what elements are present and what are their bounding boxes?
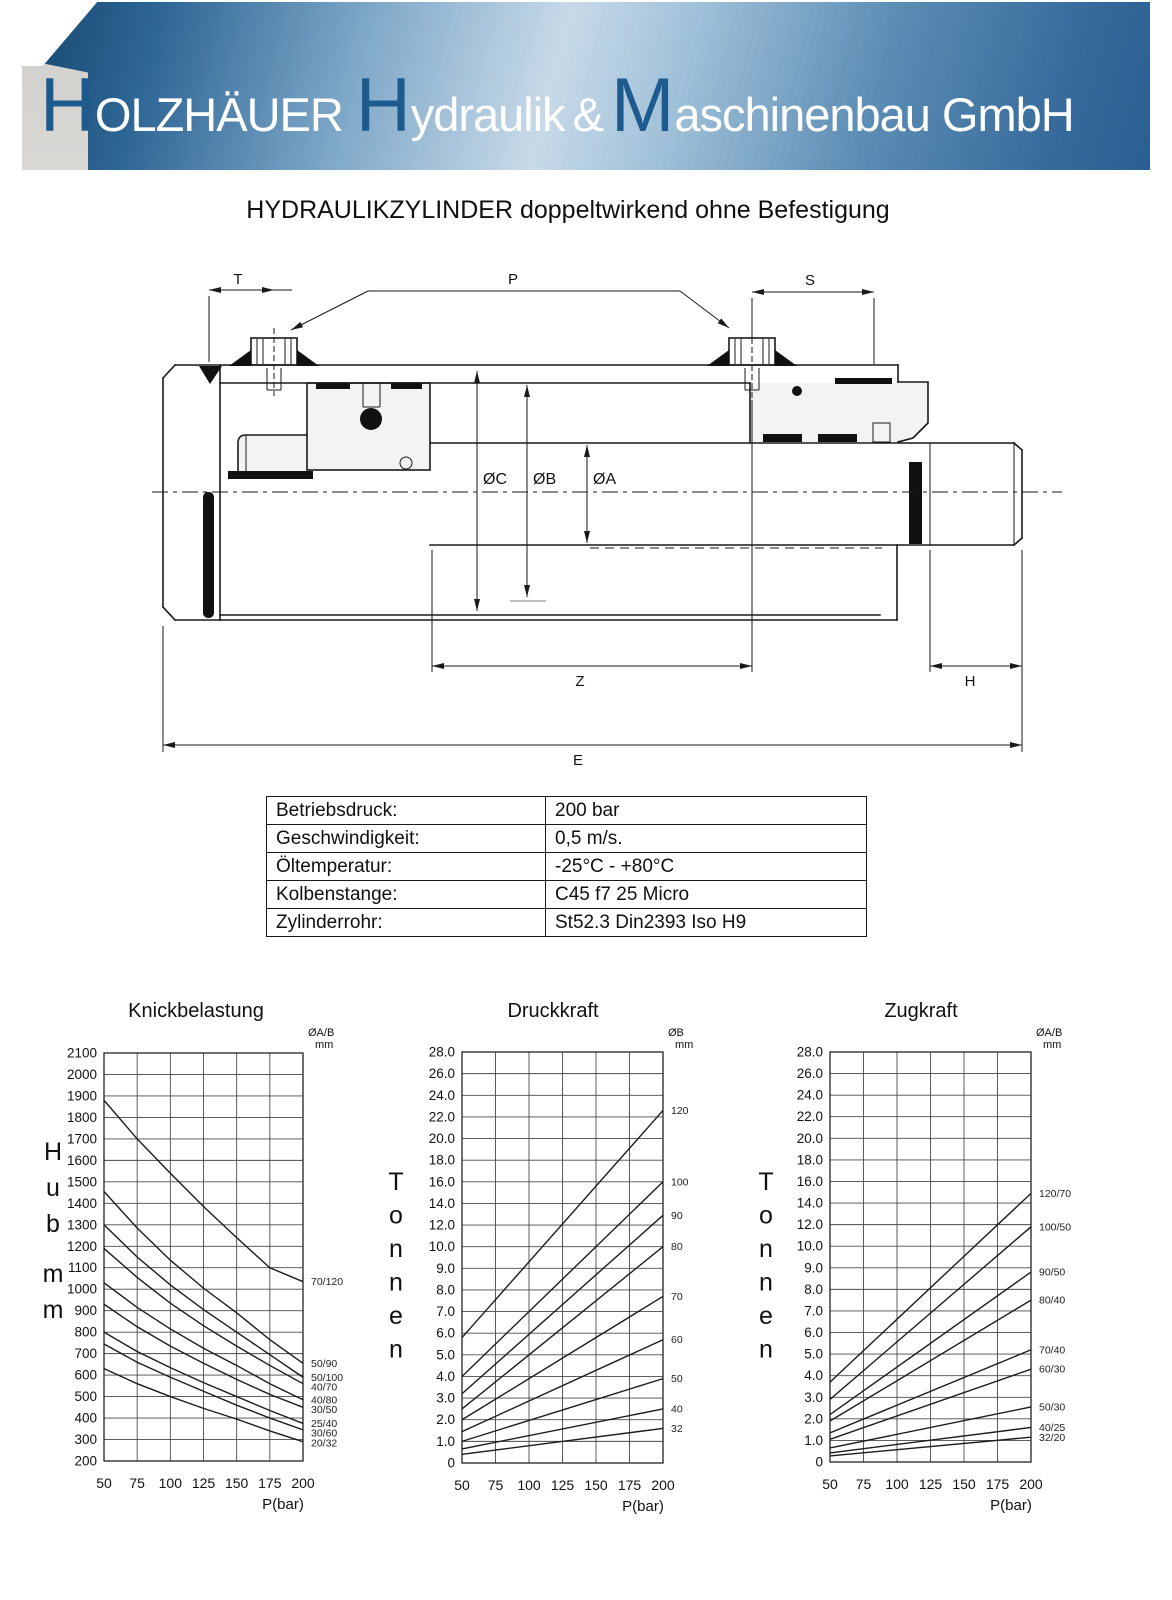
series-label: 60 [671, 1334, 683, 1347]
spec-label-oeltemperatur: Öltemperatur: [267, 853, 546, 881]
series-label: 32/20 [1039, 1431, 1066, 1444]
x-tick-label: 100 [885, 1476, 909, 1492]
y-axis-letter: b [46, 1210, 60, 1238]
x-tick-label: 175 [985, 1476, 1010, 1492]
series-label: 40/70 [311, 1381, 338, 1394]
y-tick-label: 900 [74, 1303, 97, 1319]
y-tick-label: 1600 [66, 1152, 97, 1168]
weld-seam-mark [199, 366, 222, 384]
series-label: 40/25 [1039, 1421, 1066, 1434]
spec-label-zylinderrohr: Zylinderrohr: [267, 909, 546, 937]
y-tick-label: 10.0 [796, 1238, 823, 1254]
y-tick-label: 7.0 [804, 1303, 823, 1319]
dim-label-p: P [507, 271, 519, 288]
logo-text-gmbh: GmbH [941, 88, 1074, 141]
y-axis-letter: n [389, 1268, 403, 1297]
y-tick-label: 600 [74, 1367, 97, 1383]
series-label: 100/50 [1039, 1221, 1072, 1234]
x-tick-label: 200 [1019, 1476, 1043, 1492]
y-tick-label: 1400 [66, 1195, 97, 1211]
x-axis-label: P(bar) [622, 1498, 664, 1515]
logo-initial-h1: H [40, 63, 95, 148]
x-tick-label: 150 [584, 1477, 608, 1493]
chart-title: Knickbelastung [128, 1000, 264, 1022]
logo-text-aschinenbau: aschinenbau [674, 88, 930, 141]
y-tick-label: 1800 [66, 1109, 97, 1125]
chart-unit-label-line2: mm [1043, 1039, 1062, 1051]
y-tick-label: 7.0 [436, 1304, 455, 1320]
spec-value-betriebsdruck: 200 bar [546, 797, 867, 825]
gland-top-seal [835, 378, 892, 384]
y-axis-letter: o [389, 1201, 403, 1230]
y-tick-label: 1100 [67, 1260, 97, 1276]
series-label: 80 [671, 1241, 683, 1254]
y-tick-label: 22.0 [796, 1109, 823, 1125]
y-tick-label: 0 [815, 1454, 823, 1470]
y-tick-label: 2100 [66, 1045, 97, 1061]
y-axis-letter: e [389, 1302, 403, 1330]
spec-label-betriebsdruck: Betriebsdruck: [267, 797, 546, 825]
spec-label-geschwindigkeit: Geschwindigkeit: [267, 825, 546, 853]
y-tick-label: 28.0 [428, 1044, 455, 1060]
x-tick-label: 125 [191, 1475, 216, 1491]
dim-label-ob: ØB [533, 471, 557, 488]
y-tick-label: 1.0 [436, 1433, 455, 1449]
piston-oring [360, 408, 382, 430]
x-tick-label: 150 [952, 1476, 976, 1492]
y-tick-label: 2.0 [804, 1411, 823, 1427]
y-tick-label: 9.0 [804, 1260, 823, 1276]
y-tick-label: 800 [74, 1324, 97, 1340]
y-tick-label: 3.0 [436, 1390, 455, 1406]
spec-label-kolbenstange: Kolbenstange: [267, 881, 546, 909]
y-tick-label: 20.0 [796, 1130, 823, 1146]
series-label: 90/50 [1039, 1266, 1066, 1279]
series-label: 32 [671, 1422, 683, 1435]
y-tick-label: 24.0 [796, 1087, 823, 1103]
logo-initial-h2: H [355, 63, 411, 148]
dim-label-e: E [572, 752, 584, 769]
chart-unit-label: ØA/B [1036, 1027, 1063, 1039]
cylinder-technical-drawing [152, 271, 1062, 769]
port-left [229, 328, 319, 396]
y-axis-letter: T [758, 1168, 774, 1196]
spec-value-zylinderrohr: St52.3 Din2393 Iso H9 [546, 909, 867, 937]
y-axis-letter: T [388, 1168, 404, 1196]
y-tick-label: 24.0 [428, 1087, 455, 1103]
y-tick-label: 8.0 [804, 1281, 823, 1297]
y-tick-label: 2000 [66, 1066, 97, 1082]
series-label: 50/30 [1039, 1401, 1066, 1414]
x-tick-label: 175 [617, 1477, 642, 1493]
x-tick-label: 100 [517, 1477, 541, 1493]
y-tick-label: 8.0 [436, 1282, 455, 1298]
series-label: 80/40 [1039, 1294, 1066, 1307]
y-tick-label: 20.0 [428, 1131, 455, 1147]
y-tick-label: 26.0 [796, 1066, 823, 1082]
logo-ampersand: & [572, 88, 604, 141]
dim-label-z: Z [575, 673, 585, 690]
y-tick-label: 28.0 [796, 1044, 823, 1060]
series-label: 50/90 [311, 1357, 338, 1370]
y-axis-letter: H [43, 1138, 63, 1166]
y-tick-label: 16.0 [796, 1173, 823, 1189]
series-label: 70/120 [311, 1276, 344, 1289]
y-tick-label: 1000 [66, 1281, 97, 1297]
chart-unit-label-line2: mm [675, 1039, 694, 1051]
y-tick-label: 1700 [66, 1131, 97, 1147]
series-label: 120 [671, 1104, 689, 1117]
spec-value-kolbenstange: C45 f7 25 Micro [546, 881, 867, 909]
y-tick-label: 1.0 [804, 1432, 823, 1448]
y-tick-label: 6.0 [436, 1325, 455, 1341]
piston-seal-strip [228, 471, 313, 479]
y-tick-label: 500 [74, 1389, 97, 1405]
spec-value-oeltemperatur: -25°C - +80°C [546, 853, 867, 881]
chart-unit-label: ØB [668, 1027, 684, 1039]
x-tick-label: 50 [96, 1475, 112, 1491]
y-axis-letter: n [389, 1335, 403, 1364]
x-tick-label: 200 [291, 1475, 315, 1491]
chart-title: Druckkraft [507, 1000, 599, 1022]
cushion-body [238, 435, 307, 471]
page-title: HYDRAULIKZYLINDER doppeltwirkend ohne Befestigung [246, 196, 890, 224]
logo-initial-m: M [611, 63, 675, 148]
y-tick-label: 1200 [66, 1238, 97, 1254]
y-tick-label: 400 [74, 1410, 97, 1426]
y-tick-label: 6.0 [804, 1325, 823, 1341]
dim-label-t: T [233, 271, 243, 288]
y-axis-letter: m [42, 1296, 64, 1324]
series-label: 60/30 [1039, 1363, 1066, 1376]
y-tick-label: 22.0 [428, 1109, 455, 1125]
y-tick-label: 18.0 [428, 1152, 455, 1168]
y-tick-label: 14.0 [796, 1195, 823, 1211]
y-tick-label: 18.0 [796, 1152, 823, 1168]
series-label: 70 [671, 1290, 683, 1303]
y-tick-label: 16.0 [428, 1174, 455, 1190]
y-tick-label: 12.0 [796, 1217, 823, 1233]
y-tick-label: 200 [74, 1453, 97, 1469]
series-label: 50 [671, 1373, 683, 1386]
x-tick-label: 50 [454, 1477, 470, 1493]
x-tick-label: 75 [487, 1477, 504, 1493]
dimension-annotations [163, 271, 1022, 769]
cap-seal-bar [203, 492, 214, 618]
series-label: 100 [671, 1176, 689, 1189]
x-tick-label: 125 [550, 1477, 575, 1493]
y-tick-label: 5.0 [804, 1346, 823, 1362]
x-axis-label: P(bar) [262, 1496, 304, 1513]
y-tick-label: 700 [74, 1346, 97, 1362]
chart-druckkraft [388, 1000, 693, 1515]
chart-unit-label: ØA/B [308, 1027, 335, 1039]
x-tick-label: 175 [258, 1475, 282, 1491]
y-tick-label: 14.0 [428, 1195, 455, 1211]
x-tick-label: 50 [822, 1476, 838, 1492]
y-axis-letter: n [759, 1235, 773, 1263]
logo-text-ydraulik: ydraulik [410, 88, 565, 141]
y-tick-label: 4.0 [436, 1368, 455, 1384]
dim-label-oc: ØC [483, 471, 507, 488]
rod-wiper-seal [909, 462, 922, 544]
dim-label-h: H [964, 673, 976, 690]
dim-label-s: S [804, 272, 816, 289]
y-tick-label: 2.0 [436, 1412, 455, 1428]
gland-body [750, 383, 928, 442]
series-label: 25/40 [311, 1417, 338, 1430]
x-tick-label: 150 [224, 1475, 249, 1491]
series-label: 70/40 [1039, 1344, 1066, 1357]
y-tick-label: 4.0 [804, 1368, 823, 1384]
y-axis-letter: n [759, 1268, 773, 1297]
y-tick-label: 5.0 [436, 1347, 455, 1363]
y-tick-label: 3.0 [804, 1389, 823, 1405]
y-axis-letter: n [389, 1235, 403, 1263]
chart-zugkraft [758, 1000, 1071, 1514]
chart-title: Zugkraft [884, 1000, 958, 1022]
dim-label-oa: ØA [593, 471, 617, 488]
y-tick-label: 300 [74, 1432, 97, 1448]
series-label: 30/50 [311, 1404, 338, 1417]
y-tick-label: 10.0 [428, 1239, 455, 1255]
y-axis-letter: e [759, 1302, 773, 1330]
series-label: 90 [671, 1209, 683, 1222]
chart-knickbelastung [43, 1000, 344, 1513]
x-tick-label: 100 [158, 1475, 183, 1491]
x-tick-label: 75 [855, 1476, 872, 1492]
x-axis-label: P(bar) [990, 1497, 1032, 1514]
y-tick-label: 12.0 [428, 1217, 455, 1233]
y-tick-label: 1300 [66, 1217, 97, 1233]
x-tick-label: 125 [918, 1476, 943, 1492]
y-tick-label: 9.0 [436, 1260, 455, 1276]
gland-oring [792, 386, 802, 396]
y-axis-letter: u [46, 1174, 60, 1202]
series-label: 50/100 [311, 1371, 344, 1384]
y-axis-letter: m [42, 1260, 64, 1288]
piston-rod [430, 443, 1022, 545]
y-tick-label: 26.0 [428, 1066, 455, 1082]
x-tick-label: 75 [129, 1475, 145, 1491]
series-label: 20/32 [311, 1437, 338, 1450]
y-tick-label: 1500 [66, 1174, 97, 1190]
y-axis-letter: n [759, 1335, 773, 1364]
series-label: 40 [671, 1403, 683, 1416]
series-label: 30/60 [311, 1427, 338, 1440]
series-label: 40/80 [311, 1394, 338, 1407]
y-tick-label: 0 [447, 1455, 455, 1471]
logo-text-olzhauer: OLZHÄUER [94, 88, 343, 141]
x-tick-label: 200 [651, 1477, 675, 1493]
series-label: 120/70 [1039, 1187, 1072, 1200]
chart-unit-label-line2: mm [315, 1039, 334, 1051]
y-tick-label: 1900 [66, 1088, 97, 1104]
y-axis-letter: o [759, 1201, 773, 1230]
spec-value-geschwindigkeit: 0,5 m/s. [546, 825, 867, 853]
